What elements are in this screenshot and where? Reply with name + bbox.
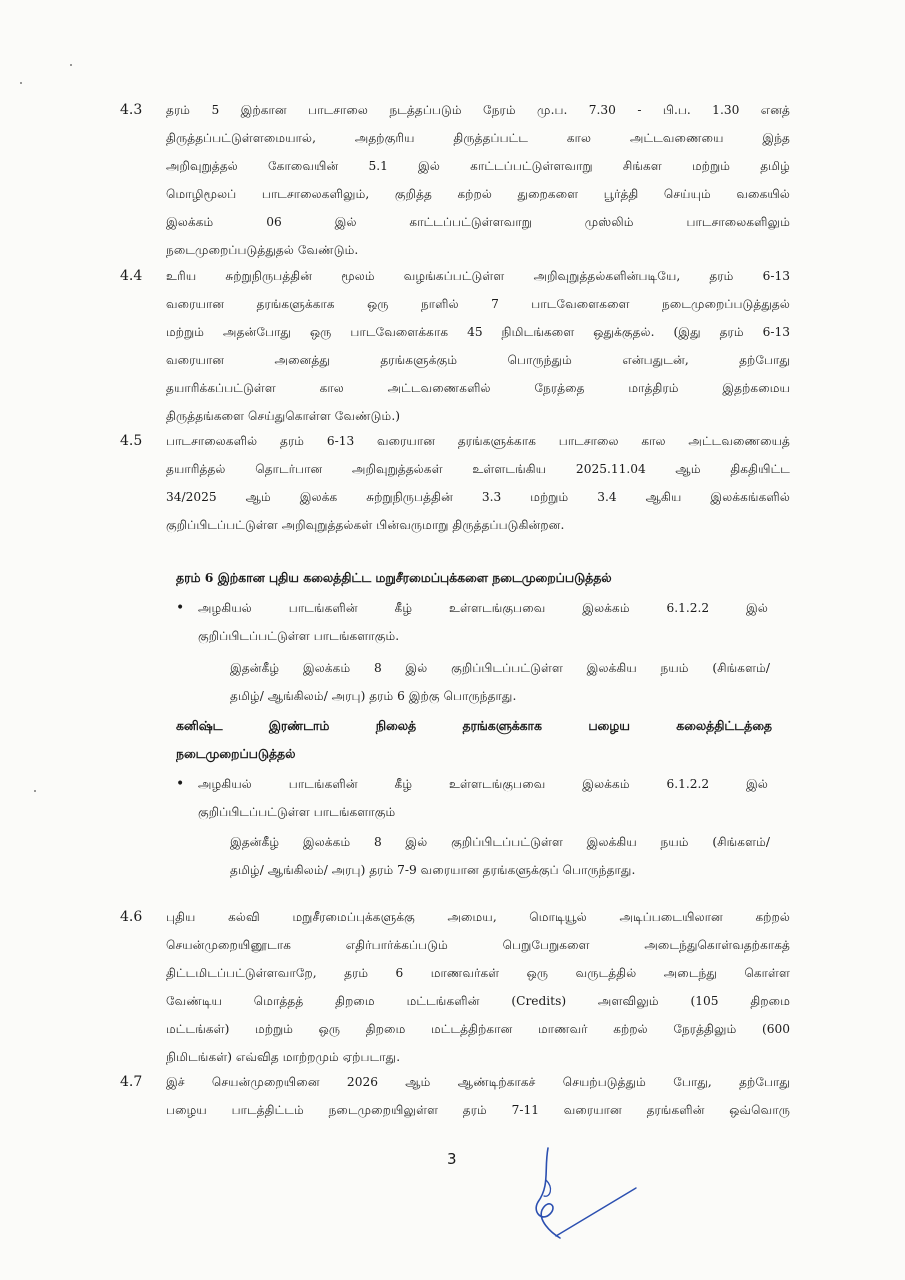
bullet-text (198, 594, 768, 650)
text-line: வரையான தரங்களுக்காக ஒரு நாளில் 7 பாடவேளைகளை நடைமுறைப்படுத்துதல் (166, 297, 790, 311)
section-text (166, 262, 790, 430)
text-line: இலக்கம் 06 இல் காட்டப்பட்டுள்ளவாறு முஸ்லிம் பாடசாலைகளிலும் (166, 215, 790, 229)
bullet-marker: • (176, 600, 185, 616)
section-4-3 (120, 96, 790, 266)
text-line: இதன்கீழ் இலக்கம் 8 இல் குறிப்பிடப்பட்டுள்ள இலக்கிய நயம் (சிங்களம்/ (230, 835, 770, 849)
text-line: குறிப்பிடப்பட்டுள்ள அறிவுறுத்தல்கள் பின்வருமாறு திருத்தப்படுகின்றன. (166, 518, 565, 532)
section-number: 4.6 (120, 909, 143, 925)
text-line: வரையான அனைத்து தரங்களுக்கும் பொருந்தும் என்பதுடன், தற்போது (166, 353, 790, 367)
text-line: நிமிடங்கள்) எவ்வித மாற்றமும் ஏற்படாது. (166, 1050, 401, 1064)
page-number: 3 (447, 1150, 457, 1168)
junior-secondary-heading (176, 712, 772, 768)
scan-speck (70, 64, 72, 66)
section-number: 4.3 (120, 102, 143, 118)
bullet-text (198, 770, 768, 826)
scan-speck (20, 82, 22, 84)
text-line: திருத்தப்பட்டுள்ளமையால், அதற்குரிய திருத்தப்பட்ட கால அட்டவணையை இந்த (166, 131, 790, 145)
text-line: அழகியல் பாடங்களின் கீழ் உள்ளடங்குபவை இலக்கம் 6.1.2.2 இல் (198, 601, 768, 615)
junior-note (230, 828, 770, 884)
grade6-bullet (176, 594, 776, 650)
heading-line: கனிஷ்ட இரண்டாம் நிலைத் தரங்களுக்காக பழைய கலைத்திட்டத்தை (176, 718, 772, 733)
text-line: செயன்முறையினூடாக எதிர்பார்க்கப்படும் பெறுபேறுகளை அடைந்துகொள்வதற்காகத் (166, 938, 790, 952)
text-line: புதிய கல்வி மறுசீரமைப்புக்களுக்கு அமைய, மொடியூல் அடிப்படையிலான கற்றல் (166, 910, 790, 924)
section-text (166, 1068, 790, 1124)
text-line: மட்டங்கள்) மற்றும் ஒரு திறமை மட்டத்திற்கான மாணவர் கற்றல் நேரத்திலும் (600 (166, 1022, 790, 1036)
signature-mark (520, 1140, 650, 1250)
text-line: அறிவுறுத்தல் கோவையின் 5.1 இல் காட்டப்பட்டுள்ளவாறு சிங்கள மற்றும் தமிழ் (166, 159, 790, 173)
text-line: குறிப்பிடப்பட்டுள்ள பாடங்களாகும். (198, 629, 400, 643)
section-number: 4.5 (120, 433, 143, 449)
section-4-5 (120, 427, 790, 542)
bullet-marker: • (176, 776, 185, 792)
text-line: தயாரித்தல் தொடர்பான அறிவுறுத்தல்கள் உள்ளடங்கிய 2025.11.04 ஆம் திகதியிட்ட (166, 462, 790, 476)
text-line: திருத்தங்களை செய்துகொள்ள வேண்டும்.) (166, 409, 400, 423)
section-4-7 (120, 1068, 790, 1128)
section-text (166, 903, 790, 1071)
text-line: உரிய சுற்றுநிருபத்தின் மூலம் வழங்கப்பட்டுள்ள அறிவுறுத்தல்களின்படியே, தரம் 6-13 (166, 269, 790, 283)
section-number: 4.4 (120, 268, 143, 284)
section-4-6 (120, 903, 790, 1073)
text-line: தரம் 5 இற்கான பாடசாலை நடத்தப்படும் நேரம் மு.ப. 7.30 - பி.ப. 1.30 எனத் (166, 103, 790, 117)
text-line: தமிழ்/ ஆங்கிலம்/ அரபு) தரம் 7-9 வரையான தரங்களுக்குப் பொருந்தாது. (230, 863, 636, 877)
section-number: 4.7 (120, 1074, 143, 1090)
text-line: பழைய பாடத்திட்டம் நடைமுறையிலுள்ள தரம் 7-11 வரையான தரங்களின் ஒவ்வொரு (166, 1103, 790, 1117)
grade6-note (230, 654, 770, 710)
text-line: இதன்கீழ் இலக்கம் 8 இல் குறிப்பிடப்பட்டுள்ள இலக்கிய நயம் (சிங்களம்/ (230, 661, 770, 675)
junior-bullet (176, 770, 776, 826)
scan-speck (34, 790, 36, 792)
text-line: வேண்டிய மொத்தத் திறமை மட்டங்களின் (Credits) அளவிலும் (105 திறமை (166, 994, 790, 1008)
text-line: குறிப்பிடப்பட்டுள்ள பாடங்களாகும் (198, 805, 396, 819)
text-line: திட்டமிடப்பட்டுள்ளவாறே, தரம் 6 மாணவர்கள் ஒரு வருடத்தில் அடைந்து கொள்ள (166, 966, 790, 980)
text-line: அழகியல் பாடங்களின் கீழ் உள்ளடங்குபவை இலக்கம் 6.1.2.2 இல் (198, 777, 768, 791)
section-text (166, 427, 790, 539)
grade6-heading: தரம் 6 இற்கான புதிய கலைத்திட்ட மறுசீரமைப்புக்களை நடைமுறைப்படுத்தல் (176, 570, 612, 585)
text-line: இச் செயன்முறையினை 2026 ஆம் ஆண்டிற்காகச் செயற்படுத்தும் போது, தற்போது (166, 1075, 790, 1089)
text-line: தயாரிக்கப்பட்டுள்ள கால அட்டவணைகளில் நேரத்தை மாத்திரம் இதற்கமைய (166, 381, 790, 395)
text-line: பாடசாலைகளில் தரம் 6-13 வரையான தரங்களுக்காக பாடசாலை கால அட்டவணையைத் (166, 434, 790, 448)
section-4-4 (120, 262, 790, 432)
section-text (166, 96, 790, 264)
text-line: தமிழ்/ ஆங்கிலம்/ அரபு) தரம் 6 இற்கு பொருந்தாது. (230, 689, 517, 703)
text-line: 34/2025 ஆம் இலக்க சுற்றுநிருபத்தின் 3.3 மற்றும் 3.4 ஆகிய இலக்கங்களில் (166, 490, 790, 504)
text-line: மொழிமூலப் பாடசாலைகளிலும், குறித்த கற்றல் துறைகளை பூர்த்தி செய்யும் வகையில் (166, 187, 790, 201)
text-line: மற்றும் அதன்போது ஒரு பாடவேளைக்காக 45 நிமிடங்களை ஒதுக்குதல். (இது தரம் 6-13 (166, 325, 790, 339)
text-line: நடைமுறைப்படுத்துதல் வேண்டும். (166, 243, 359, 257)
heading-line: நடைமுறைப்படுத்தல் (176, 746, 296, 761)
